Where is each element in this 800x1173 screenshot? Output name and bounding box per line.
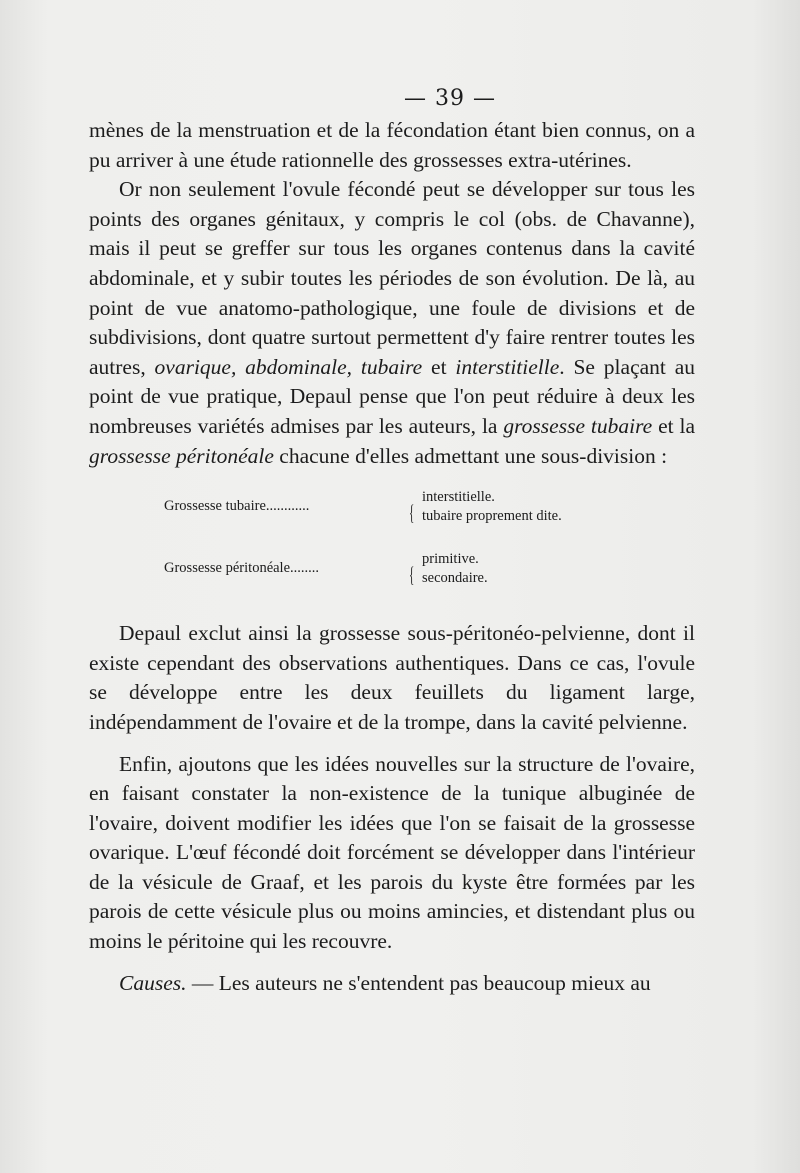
classification-option: tubaire proprement dite. (422, 508, 562, 525)
classification-name: Grossesse péritonéale........ (164, 560, 320, 577)
paragraph-4: Enfin, ajoutons que les idées nouvelles sur la structure de l'ovaire, en faisant constater la non-existence de la tunique albuginée de l'ovaire, doivent modifier les idées que l'on se faisait de la grossesse ovarique. L'œuf fécondé doit forcément se développer dans l'intérieur de la vésicule de Graaf, et les parois du kyste être formées par les parois de cette vésicule plus ou moins amincies, et distendant plus ou moins le péritoine qui les recouvre. (89, 751, 695, 954)
paragraph-3: Depaul exclut ainsi la grossesse sous-péritonéo-pelvienne, dont il existe cependant des observations authentiques. Dans ce cas, l'ovule se développe entre les deux feuillets du ligament large, indépendamment de l'ovaire et de la trompe, dans la cavité pelvienne. (89, 621, 695, 734)
page-number: — 39 — (404, 86, 496, 111)
classification-option: interstitielle. (422, 489, 495, 506)
classification-table (89, 491, 695, 619)
body-text (89, 116, 695, 998)
section-label: Causes. (119, 970, 187, 995)
classification-option: secondaire. (422, 570, 488, 587)
classification-name: Grossesse tubaire............ (164, 498, 310, 515)
paragraph-1: mènes de la menstruation et de la fécondation étant bien connus, on a pu arriver à une étude rationnelle des grossesses extra-utérines. (89, 118, 695, 172)
brace-icon: { (409, 500, 415, 526)
brace-icon: { (409, 562, 415, 588)
paragraph-5: Causes. — Les auteurs ne s'entendent pas beaucoup mieux au (119, 970, 651, 995)
classification-option: primitive. (422, 551, 479, 568)
paragraph-2: Or non seulement l'ovule fécondé peut se développer sur tous les points des organes génitaux, y compris le col (obs. de Chavanne), mais il peut se greffer sur tous les organes contenus dans la cavité abdominale, et y subir toutes les périodes de son évolution. De là, au point de vue anatomo-pathologique, une foule de divisions et de subdivisions, dont quatre surtout permettent d'y faire rentrer toutes les autres, ovarique, abdominale, tubaire et interstitielle. Se plaçant au point de vue pratique, Depaul pense que l'on peut réduire à deux les nombreuses variétés admises par les auteurs, la grossesse tubaire et la grossesse péritonéale chacune d'elles admettant une sous-division : (89, 177, 695, 468)
